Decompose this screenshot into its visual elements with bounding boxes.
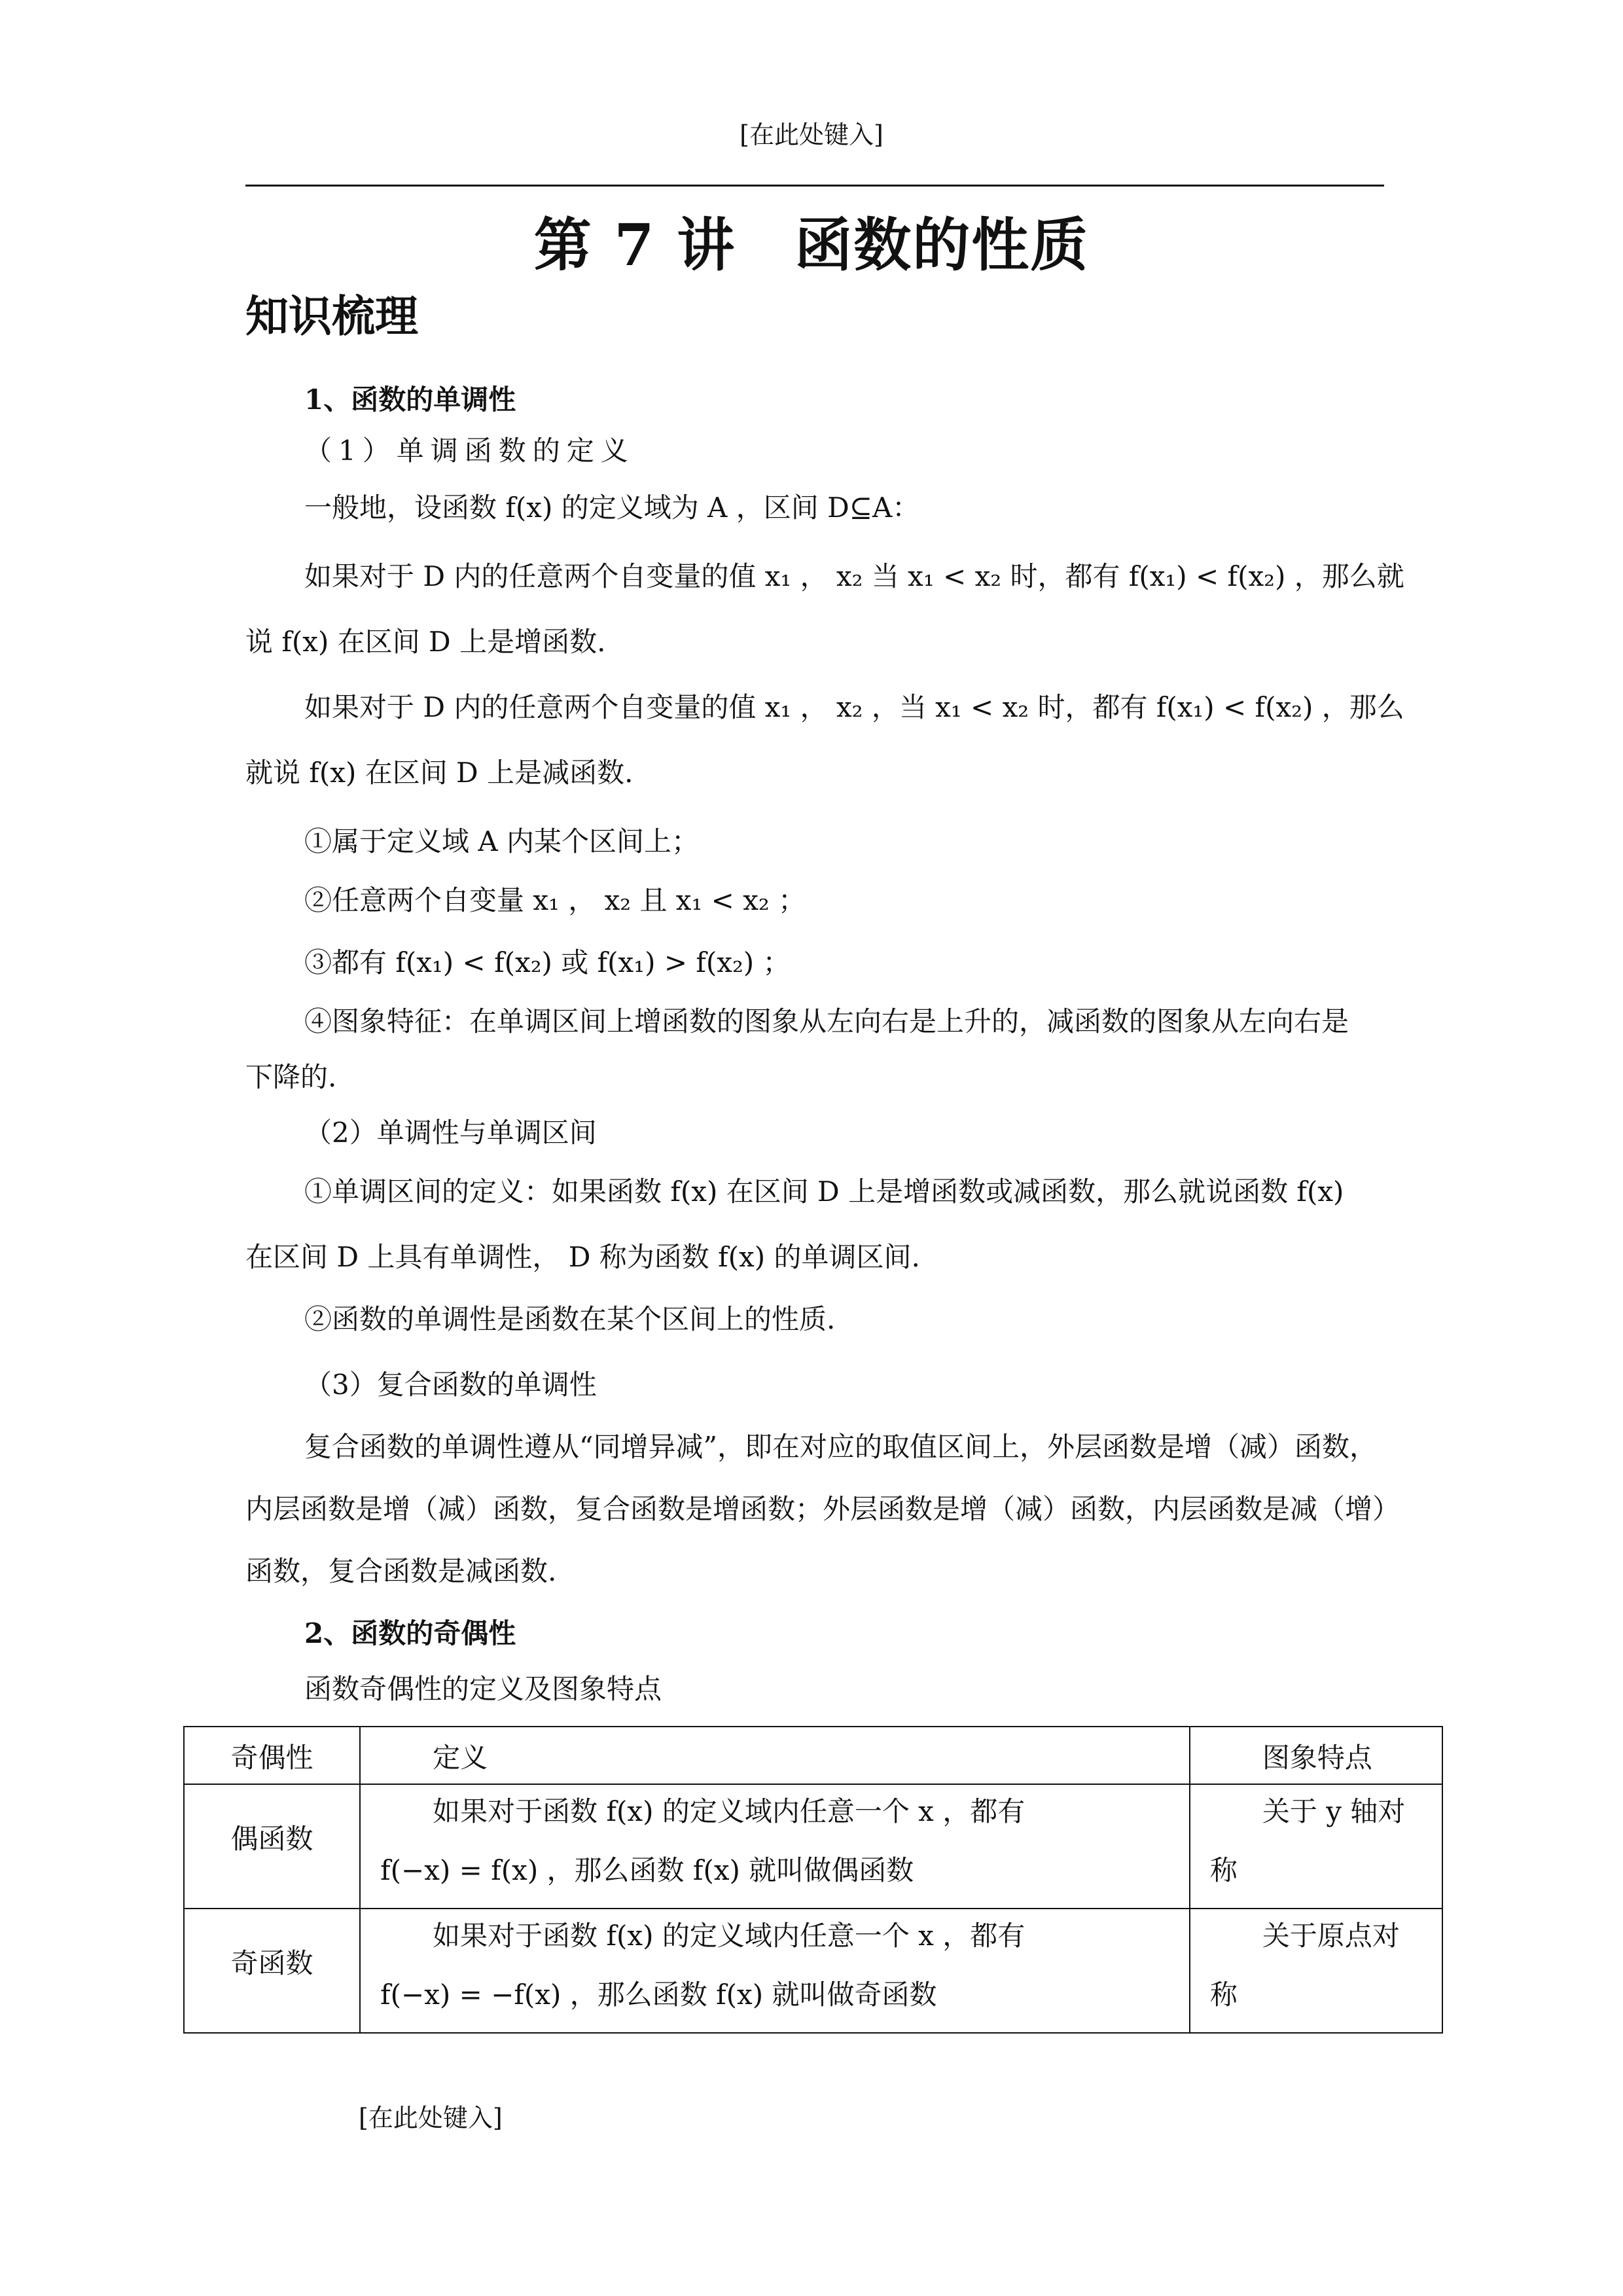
cell-odd-definition: 如果对于函数 f(x) 的定义域内任意一个 x ，都有 f(−x) = −f(x) ，那么函数 f(x) 就叫做奇函数 [360,1909,1190,2033]
note-3: ③都有 f(x₁) < f(x₂) 或 f(x₁) > f(x₂) ； [304,946,791,978]
paragraph-increasing-line1: 如果对于 D 内的任意两个自变量的值 x₁ ， x₂ 当 x₁ < x₂ 时，都有 f(x₁) < f(x₂) ，那么就 [304,560,1404,592]
subheading-intervals: （2）单调性与单调区间 [304,1117,597,1149]
paragraph-general: 一般地，设函数 f(x) 的定义域为 A ，区间 D⊆A： [304,492,920,524]
cell-even-definition: 如果对于函数 f(x) 的定义域内任意一个 x ，都有 f(−x) = f(x) ，那么函数 f(x) 就叫做偶函数 [360,1784,1190,1909]
interval-definition-line1: ①单调区间的定义：如果函数 f(x) 在区间 D 上是增函数或减函数，那么就说函数 f(x) [304,1175,1344,1208]
table-row-odd [184,1909,1442,2033]
subheading-definition: （1）单调函数的定义 [304,435,635,467]
header-cell-definition: 定义 [360,1727,1190,1784]
interval-definition-line2: 在区间 D 上具有单调性， D 称为函数 f(x) 的单调区间. [245,1241,920,1273]
table-row-even [184,1784,1442,1909]
page-header: [在此处键入] [740,120,883,149]
paragraph-decreasing-line1: 如果对于 D 内的任意两个自变量的值 x₁ ， x₂ ，当 x₁ < x₂ 时，都有 f(x₁) < f(x₂) ，那么 [304,691,1404,723]
header-cell-parity: 奇偶性 [184,1727,360,1784]
cell-odd-name: 奇函数 [184,1909,360,2033]
parity-table-caption: 函数奇偶性的定义及图象特点 [304,1673,662,1705]
table-header-row [184,1727,1442,1784]
note-4-line1: ④图象特征：在单调区间上增函数的图象从左向右是上升的，减函数的图象从左向右是 [304,1005,1349,1037]
parity-heading: 2、函数的奇偶性 [304,1617,516,1649]
interval-note-2: ②函数的单调性是函数在某个区间上的性质. [304,1303,836,1335]
note-4-line2: 下降的. [245,1061,337,1093]
parity-table [183,1726,1443,2034]
cell-odd-feature: 关于原点对 称 [1190,1909,1442,2033]
composite-line3: 函数，复合函数是减函数. [245,1555,557,1587]
note-2: ②任意两个自变量 x₁ ， x₂ 且 x₁ < x₂ ； [304,884,806,916]
monotonicity-heading: 1、函数的单调性 [304,384,516,416]
note-1: ①属于定义域 A 内某个区间上； [304,825,700,857]
lecture-title: 第 7 讲 函数的性质 [533,211,1090,279]
composite-line2: 内层函数是增（减）函数，复合函数是增函数；外层函数是增（减）函数，内层函数是减（增） [245,1493,1400,1525]
subheading-composite: （3）复合函数的单调性 [304,1369,597,1401]
composite-line1: 复合函数的单调性遵从“同增异减”，即在对应的取值区间上，外层函数是增（减）函数， [304,1431,1377,1463]
section-heading: 知识梳理 [245,291,418,342]
cell-even-feature: 关于 y 轴对 称 [1190,1784,1442,1909]
paragraph-increasing-line2: 说 f(x) 在区间 D 上是增函数. [245,626,606,658]
header-rule [245,185,1384,187]
page-footer: [在此处键入] [359,2104,503,2132]
paragraph-decreasing-line2: 就说 f(x) 在区间 D 上是减函数. [245,757,633,789]
header-cell-graph-feature: 图象特点 [1190,1727,1442,1784]
cell-even-name: 偶函数 [184,1784,360,1909]
